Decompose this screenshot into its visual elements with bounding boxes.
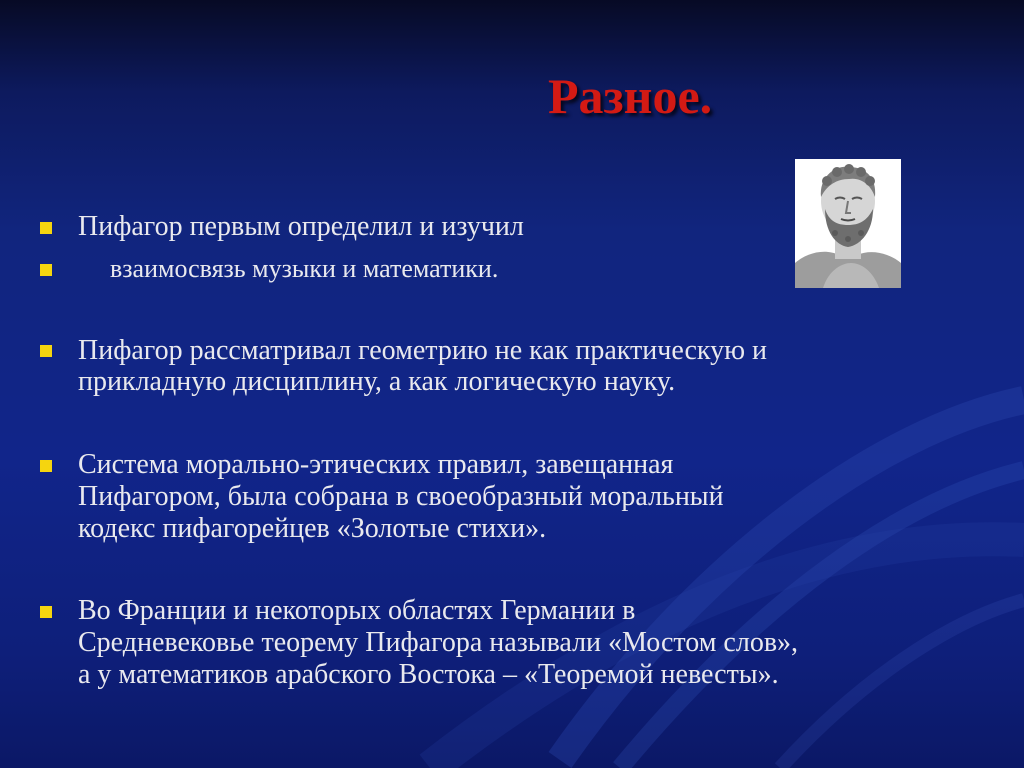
bullet-marker (40, 606, 52, 618)
bullet-text-line: Система морально-этических правил, завещанная (78, 449, 674, 480)
bullet-marker (40, 222, 52, 234)
bullet-marker (40, 460, 52, 472)
bullet-text: Пифагор первым определил и изучил (78, 211, 524, 242)
bullet-text-line: Во Франции и некоторых областях Германии в (78, 595, 636, 626)
slide-title: Разное. (548, 68, 713, 124)
pythagoras-portrait (795, 159, 901, 288)
bullet-marker (40, 345, 52, 357)
bullet-text: взаимосвязь музыки и математики. (110, 254, 499, 283)
bullet-text-line: Средневековье теорему Пифагора называли «Мостом слов», (78, 627, 799, 658)
bullet-marker (40, 264, 52, 276)
bullet-text-line: Пифагором, была собрана в своеобразный моральный (78, 481, 724, 512)
bullet-text-line: а у математиков арабского Востока – «Теоремой невесты». (78, 659, 779, 690)
bullet-text-line: кодекс пифагорейцев «Золотые стихи». (78, 513, 547, 544)
bullet-text-line: прикладную дисциплину, а как логическую науку. (78, 366, 676, 397)
bullet-text-line: Пифагор рассматривал геометрию не как практическую и (78, 335, 768, 366)
